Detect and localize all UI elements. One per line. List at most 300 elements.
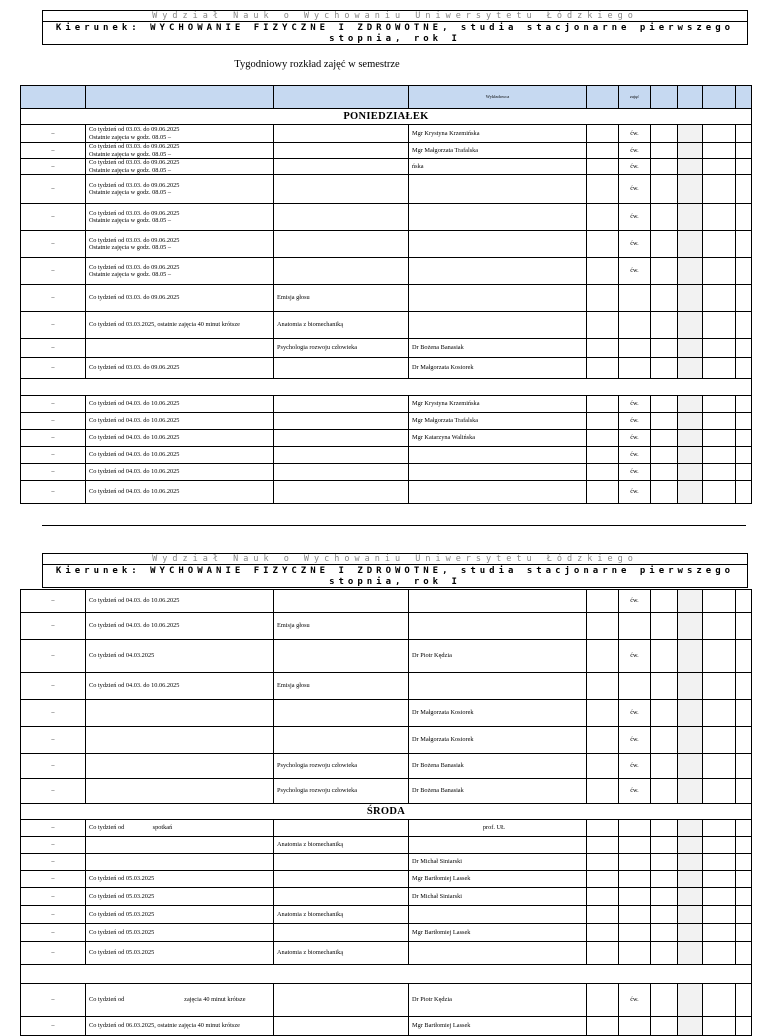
subject-cell: [274, 888, 409, 906]
subject-cell: [274, 175, 409, 204]
date-range-cell: [86, 175, 274, 204]
empty-cell: [587, 942, 619, 965]
schedule-row: [21, 143, 752, 159]
class-type-cell: [619, 339, 651, 358]
class-type-cell: ćw.: [619, 159, 651, 175]
empty-cell: [736, 285, 752, 312]
empty-cell: [651, 700, 678, 727]
empty-cell: [703, 984, 736, 1017]
faculty-header: Wydział Nauk o Wychowaniu Uniwersytetu Łódzkiego: [42, 10, 748, 21]
empty-cell: [678, 125, 703, 143]
time-cell: –: [21, 854, 86, 871]
lecturer-cell: Dr Piotr Kędzia: [409, 640, 587, 673]
empty-cell: [736, 258, 752, 285]
lecturer-cell: [409, 481, 587, 504]
time-cell: –: [21, 888, 86, 906]
empty-cell: [678, 312, 703, 339]
empty-cell: [651, 754, 678, 779]
empty-cell: [678, 942, 703, 965]
lecturer-cell: Mgr Bartłomiej Lassek: [409, 871, 587, 888]
time-cell: –: [21, 430, 86, 447]
empty-cell: [651, 396, 678, 413]
lecturer-cell: [409, 258, 587, 285]
empty-cell: [678, 143, 703, 159]
lecturer-cell: [409, 942, 587, 965]
date-range-line: Co tydzień od 06.03.2025, ostatnie zajęcia 40 minut krótsze: [89, 1022, 240, 1030]
time-cell: –: [21, 779, 86, 804]
schedule-row: [21, 590, 752, 613]
empty-cell: [651, 871, 678, 888]
empty-cell: [678, 231, 703, 258]
class-type-cell: [619, 312, 651, 339]
date-range-cell: [86, 871, 274, 888]
date-range-line: Ostatnie zajęcia w godz. 08.05 –: [89, 244, 172, 251]
date-range-line: Co tydzień od 04.03.2025: [89, 652, 155, 660]
empty-cell: [736, 358, 752, 379]
date-range-line: Co tydzień od 05.03.2025: [89, 949, 155, 957]
empty-cell: [651, 779, 678, 804]
empty-cell: [736, 854, 752, 871]
empty-cell: [651, 854, 678, 871]
day-header-wednesday: [21, 804, 752, 820]
empty-cell: [678, 837, 703, 854]
schedule-row: [21, 924, 752, 942]
empty-cell: [678, 854, 703, 871]
empty-cell: [678, 673, 703, 700]
date-range-cell: [86, 1017, 274, 1036]
empty-cell: [587, 285, 619, 312]
empty-cell: [736, 204, 752, 231]
subject-cell: Emisja głosu: [274, 673, 409, 700]
subject-cell: [274, 204, 409, 231]
schedule-row: [21, 358, 752, 379]
date-range-cell: [86, 285, 274, 312]
empty-cell: [678, 339, 703, 358]
time-cell: –: [21, 396, 86, 413]
empty-cell: [587, 984, 619, 1017]
empty-cell: [736, 700, 752, 727]
empty-cell: [703, 888, 736, 906]
date-range-cell: [86, 984, 274, 1017]
time-cell: –: [21, 231, 86, 258]
date-range-cell: [86, 727, 274, 754]
empty-cell: [678, 413, 703, 430]
schedule-row: [21, 640, 752, 673]
time-cell: –: [21, 125, 86, 143]
empty-cell: [651, 888, 678, 906]
lecturer-cell: Dr Małgorzata Kosiorek: [409, 700, 587, 727]
lecturer-cell: Dr Małgorzata Kosiorek: [409, 358, 587, 379]
subject-cell: [274, 854, 409, 871]
subject-cell: [274, 727, 409, 754]
empty-cell: [736, 640, 752, 673]
class-type-cell: [619, 358, 651, 379]
time-cell: –: [21, 942, 86, 965]
empty-cell: [587, 175, 619, 204]
day-label: ŚRODA: [21, 804, 752, 820]
empty-cell: [703, 413, 736, 430]
class-type-cell: [619, 942, 651, 965]
lecturer-cell: [409, 906, 587, 924]
empty-cell: [587, 413, 619, 430]
empty-cell: [651, 1017, 678, 1036]
empty-cell: [678, 159, 703, 175]
empty-cell: [703, 285, 736, 312]
date-range-line: Ostatnie zajęcia w godz. 08.05 –: [89, 133, 172, 141]
empty-cell: [678, 358, 703, 379]
schedule-row: [21, 700, 752, 727]
class-type-cell: [619, 613, 651, 640]
schedule-row: [21, 159, 752, 175]
empty-cell: [587, 258, 619, 285]
empty-cell: [736, 481, 752, 504]
empty-cell: [587, 906, 619, 924]
empty-cell: [678, 175, 703, 204]
lecturer-cell: prof. UŁ: [409, 820, 587, 837]
empty-cell: [678, 779, 703, 804]
empty-cell: [703, 312, 736, 339]
lecturer-cell: Dr Michał Siniarski: [409, 854, 587, 871]
empty-cell: [736, 447, 752, 464]
schedule-row: [21, 754, 752, 779]
empty-cell: [587, 447, 619, 464]
date-range-cell: [86, 258, 274, 285]
empty-cell: [651, 175, 678, 204]
subject-cell: Emisja głosu: [274, 285, 409, 312]
class-type-cell: ćw.: [619, 175, 651, 204]
empty-cell: [703, 673, 736, 700]
program-header-page2: Kierunek: WYCHOWANIE FIZYCZNE I ZDROWOTNE, studia stacjonarne pierwszego stopnia, rok I: [42, 564, 748, 588]
empty-cell: [651, 159, 678, 175]
empty-cell: [678, 820, 703, 837]
class-type-cell: ćw.: [619, 464, 651, 481]
empty-cell: [736, 143, 752, 159]
schedule-row: [21, 942, 752, 965]
date-range-line: Co tydzień od 03.03. do 09.06.2025: [89, 263, 180, 271]
empty-cell: [651, 673, 678, 700]
class-type-cell: ćw.: [619, 727, 651, 754]
schedule-row: [21, 837, 752, 854]
date-range-cell: [86, 924, 274, 942]
date-range-line: Co tydzień od zajęcia 40 minut krótsze: [89, 996, 246, 1004]
empty-cell: [703, 854, 736, 871]
empty-cell: [651, 204, 678, 231]
subject-cell: Psychologia rozwoju człowieka: [274, 754, 409, 779]
class-type-cell: ćw.: [619, 481, 651, 504]
lecturer-cell: Mgr Bartłomiej Lassek: [409, 1017, 587, 1036]
empty-cell: [736, 984, 752, 1017]
schedule-row: [21, 339, 752, 358]
class-type-cell: [619, 854, 651, 871]
empty-cell: [587, 231, 619, 258]
subject-cell: Anatomia z biomechaniką: [274, 906, 409, 924]
time-cell: –: [21, 590, 86, 613]
schedule-row: [21, 906, 752, 924]
empty-cell: [703, 924, 736, 942]
date-range-line: Co tydzień od 04.03. do 10.06.2025: [89, 622, 180, 630]
lecturer-cell: [409, 590, 587, 613]
time-cell: –: [21, 906, 86, 924]
date-range-cell: [86, 888, 274, 906]
empty-cell: [678, 640, 703, 673]
empty-cell: [587, 854, 619, 871]
class-type-cell: [619, 906, 651, 924]
empty-cell: [678, 396, 703, 413]
time-cell: –: [21, 613, 86, 640]
empty-cell: [678, 285, 703, 312]
schedule-row: [21, 231, 752, 258]
empty-cell: [736, 888, 752, 906]
time-cell: –: [21, 481, 86, 504]
class-type-cell: ćw.: [619, 143, 651, 159]
empty-cell: [678, 430, 703, 447]
empty-cell: [736, 590, 752, 613]
empty-cell: [736, 430, 752, 447]
schedule-table-page2: [20, 589, 752, 1036]
date-range-line: Co tydzień od 03.03. do 09.06.2025: [89, 294, 180, 302]
empty-cell: [651, 613, 678, 640]
empty-cell: [703, 175, 736, 204]
class-type-cell: ćw.: [619, 447, 651, 464]
empty-cell: [587, 673, 619, 700]
empty-cell: [587, 888, 619, 906]
time-cell: –: [21, 312, 86, 339]
class-type-cell: [619, 871, 651, 888]
lecturer-cell: [409, 204, 587, 231]
schedule-row: [21, 854, 752, 871]
date-range-cell: [86, 942, 274, 965]
class-type-cell: [619, 888, 651, 906]
lecturer-cell: Mgr Krystyna Krzemińska: [409, 396, 587, 413]
date-range-cell: [86, 143, 274, 159]
date-range-line: Co tydzień od 04.03. do 10.06.2025: [89, 468, 180, 476]
time-cell: –: [21, 640, 86, 673]
subject-cell: [274, 125, 409, 143]
class-type-cell: ćw.: [619, 413, 651, 430]
faculty-header-page2: Wydział Nauk o Wychowaniu Uniwersytetu Łódzkiego: [42, 553, 748, 564]
empty-cell: [736, 312, 752, 339]
separator-row: [21, 965, 752, 984]
empty-cell: [678, 924, 703, 942]
date-range-cell: [86, 464, 274, 481]
empty-cell: [651, 640, 678, 673]
date-range-cell: [86, 613, 274, 640]
class-type-cell: ćw.: [619, 984, 651, 1017]
subject-cell: [274, 481, 409, 504]
time-cell: –: [21, 871, 86, 888]
day-label: PONIEDZIAŁEK: [21, 109, 752, 125]
subject-cell: [274, 231, 409, 258]
date-range-line: Co tydzień od 03.03. do 09.06.2025: [89, 236, 180, 244]
subject-cell: [274, 447, 409, 464]
date-range-line: Co tydzień od 04.03. do 10.06.2025: [89, 682, 180, 690]
date-range-line: Co tydzień od 03.03. do 09.06.2025: [89, 143, 180, 150]
class-type-cell: [619, 820, 651, 837]
schedule-row: [21, 673, 752, 700]
empty-cell: [703, 820, 736, 837]
date-range-line: Ostatnie zajęcia w godz. 08.05 –: [89, 271, 172, 278]
empty-cell: [736, 613, 752, 640]
empty-cell: [587, 430, 619, 447]
subject-cell: Anatomia z biomechaniką: [274, 837, 409, 854]
date-range-cell: [86, 204, 274, 231]
date-range-line: Co tydzień od 05.03.2025: [89, 875, 155, 883]
empty-cell: [651, 924, 678, 942]
date-range-cell: [86, 854, 274, 871]
empty-cell: [651, 258, 678, 285]
empty-cell: [651, 143, 678, 159]
empty-cell: [736, 673, 752, 700]
subject-cell: [274, 1017, 409, 1036]
date-range-line: Ostatnie zajęcia w godz. 08.05 –: [89, 217, 172, 224]
class-type-cell: ćw.: [619, 204, 651, 231]
empty-cell: [587, 481, 619, 504]
class-type-cell: ćw.: [619, 590, 651, 613]
subject-cell: [274, 358, 409, 379]
time-cell: –: [21, 754, 86, 779]
empty-cell: [651, 231, 678, 258]
time-cell: –: [21, 358, 86, 379]
date-range-cell: [86, 673, 274, 700]
time-cell: –: [21, 447, 86, 464]
empty-cell: [587, 125, 619, 143]
empty-cell: [678, 871, 703, 888]
empty-cell: [587, 312, 619, 339]
empty-cell: [703, 464, 736, 481]
empty-cell: [736, 779, 752, 804]
class-type-cell: ćw.: [619, 430, 651, 447]
schedule-subtitle: Tygodniowy rozkład zajęć w semestrze: [234, 59, 400, 70]
date-range-line: Co tydzień od 03.03. do 09.06.2025: [89, 126, 180, 133]
date-range-cell: [86, 413, 274, 430]
empty-cell: [587, 143, 619, 159]
class-type-cell: ćw.: [619, 779, 651, 804]
empty-cell: [587, 590, 619, 613]
empty-cell: [587, 339, 619, 358]
empty-cell: [651, 727, 678, 754]
lecturer-cell: Dr Bożena Banasiak: [409, 339, 587, 358]
empty-cell: [736, 871, 752, 888]
lecturer-cell: Dr Bożena Banasiak: [409, 779, 587, 804]
empty-cell: [736, 175, 752, 204]
date-range-line: Co tydzień od 04.03. do 10.06.2025: [89, 434, 180, 442]
lecturer-cell: [409, 673, 587, 700]
schedule-row: [21, 430, 752, 447]
lecturer-cell: Dr Bożena Banasiak: [409, 754, 587, 779]
date-range-cell: [86, 339, 274, 358]
date-range-line: Co tydzień od 04.03. do 10.06.2025: [89, 488, 180, 496]
time-cell: –: [21, 924, 86, 942]
subject-cell: [274, 396, 409, 413]
time-cell: –: [21, 204, 86, 231]
lecturer-cell: [409, 312, 587, 339]
lecturer-cell: Mgr Małgorzata Trafalska: [409, 413, 587, 430]
date-range-cell: [86, 358, 274, 379]
class-type-cell: ćw.: [619, 231, 651, 258]
subject-cell: [274, 430, 409, 447]
time-cell: –: [21, 1017, 86, 1036]
date-range-line: Co tydzień od 05.03.2025: [89, 910, 155, 918]
empty-cell: [736, 837, 752, 854]
date-range-cell: [86, 430, 274, 447]
empty-cell: [736, 942, 752, 965]
lecturer-cell: [409, 285, 587, 312]
date-range-line: Co tydzień od 03.03. do 09.06.2025: [89, 181, 180, 189]
date-range-cell: [86, 447, 274, 464]
time-cell: –: [21, 175, 86, 204]
empty-cell: [736, 413, 752, 430]
schedule-row: [21, 396, 752, 413]
time-cell: –: [21, 339, 86, 358]
subject-cell: [274, 820, 409, 837]
empty-cell: [703, 339, 736, 358]
schedule-row: [21, 727, 752, 754]
subject-cell: [274, 143, 409, 159]
empty-cell: [736, 231, 752, 258]
program-header: Kierunek: WYCHOWANIE FIZYCZNE I ZDROWOTNE, studia stacjonarne pierwszego stopnia, rok I: [42, 21, 748, 45]
empty-cell: [703, 640, 736, 673]
lecturer-cell: [409, 447, 587, 464]
class-type-cell: [619, 924, 651, 942]
empty-cell: [587, 1017, 619, 1036]
empty-cell: [736, 464, 752, 481]
empty-cell: [651, 481, 678, 504]
date-range-line: Ostatnie zajęcia w godz. 08.05 –: [89, 166, 172, 174]
empty-cell: [736, 125, 752, 143]
empty-cell: [587, 700, 619, 727]
empty-cell: [703, 700, 736, 727]
class-type-cell: ćw.: [619, 754, 651, 779]
date-range-cell: [86, 906, 274, 924]
subject-cell: [274, 258, 409, 285]
empty-cell: [703, 754, 736, 779]
empty-cell: [703, 779, 736, 804]
schedule-row: [21, 204, 752, 231]
time-cell: –: [21, 413, 86, 430]
schedule-row: [21, 779, 752, 804]
date-range-cell: [86, 837, 274, 854]
schedule-row: [21, 125, 752, 143]
lecturer-cell: [409, 837, 587, 854]
time-cell: –: [21, 159, 86, 175]
lecturer-cell: Mgr Bartłomiej Lassek: [409, 924, 587, 942]
empty-cell: [736, 727, 752, 754]
date-range-cell: [86, 312, 274, 339]
date-range-line: Co tydzień od spotkań: [89, 824, 173, 832]
empty-cell: [651, 837, 678, 854]
date-range-line: Ostatnie zajęcia w godz. 08.05 –: [89, 189, 172, 196]
time-cell: –: [21, 820, 86, 837]
date-range-cell: [86, 754, 274, 779]
time-cell: –: [21, 143, 86, 159]
subject-cell: Anatomia z biomechaniką: [274, 312, 409, 339]
empty-cell: [651, 413, 678, 430]
empty-cell: [678, 590, 703, 613]
empty-cell: [678, 1017, 703, 1036]
empty-cell: [703, 1017, 736, 1036]
empty-cell: [678, 754, 703, 779]
day-header-monday: [21, 109, 752, 125]
empty-cell: [703, 447, 736, 464]
empty-cell: [587, 837, 619, 854]
empty-cell: [703, 396, 736, 413]
empty-cell: [703, 430, 736, 447]
empty-cell: [678, 727, 703, 754]
lecturer-cell: [409, 231, 587, 258]
subject-cell: [274, 984, 409, 1017]
schedule-row: [21, 447, 752, 464]
empty-cell: [736, 924, 752, 942]
